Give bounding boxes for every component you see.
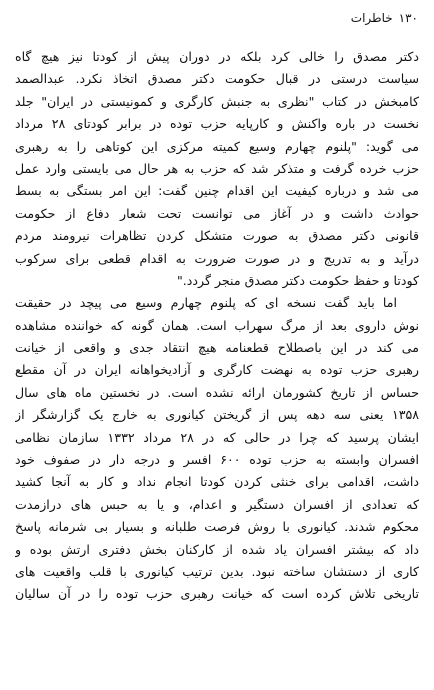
text-line: افسران وابسته به حزب توده ۶۰۰ افسر و درجه دار در صفوف خود (15, 452, 419, 468)
text-line: ایشان پرسید که چرا در حالی که در ۲۸ مرداد ۱۳۳۲ سازمان نظامی (15, 429, 419, 445)
running-head (351, 10, 418, 26)
text-line: که تعدادی از افسران دستگیر و اعدام، و یا به حبس های درازمدت (15, 496, 419, 512)
text-line: رهبری حزب توده به نهضت کارگری و آزادیخواهانه ایران در آن مقطع (15, 362, 419, 378)
text-line: حزب خرده گرفت و متذکر شد که حزب به هر حال می بایستی وارد عمل (15, 160, 419, 176)
text-line: کاری از دستشان ساخته نبود. بدین ترتیب کیانوری با قلب واقعیت های (15, 563, 419, 579)
body-text (15, 46, 419, 606)
text-line: تاریخی تلاش کرده است که خیانت رهبری حزب توده را در آن سالیان (15, 586, 419, 602)
text-line: ۱۳۵۸ یعنی سه دهه پس از گریختن کیانوری به خارج یک گزارشگر از (15, 407, 419, 423)
text-line: محکوم شدند. کیانوری با روش فرصت طلبانه و بسیار بی شرمانه پاسخ (15, 519, 419, 535)
text-line: درآید و به تدریج و در صورت ضرورت به اقدام قطعی برای سرکوب (15, 250, 419, 266)
text-line: حساس از تاریخ کشورمان ارائه نشده است. در نخستین ماه های سال (15, 384, 419, 400)
running-title: خاطرات (350, 11, 393, 25)
text-line: دکتر مصدق را خالی کرد بلکه در دوران پیش از کودتا نیز هیچ گاه (15, 49, 419, 64)
text-line: اما باید گفت نسخه ای که پلنوم چهارم وسیع می پیچد در حقیقت (15, 295, 397, 311)
text-line: کودتا و حفظ حکومت دکتر مصدق منجر گردد." (176, 272, 419, 288)
page-number: ۱۳۰ (398, 11, 418, 25)
text-line: کامبخش در کتاب "نظری به جنبش کارگری و کمونیستی در ایران" جلد (15, 93, 419, 109)
text-line: می شد و درباره کیفیت این اقدام چنین گفت: این امر بستگی به بسط (15, 183, 419, 199)
text-line: می گوید: "پلنوم چهارم وسیع کمیته مرکزی این کوتاهی را به رهبری (15, 138, 419, 154)
text-line: نخست در باره واکنش و کارپایه حزب توده در برابر کودتای ۲۸ مرداد (15, 116, 419, 132)
text-line: قانونی دکتر مصدق به صورت متشکل کردن تظاهرات نیرومند مردم (15, 228, 419, 244)
text-line: می کند در این باصطلاح قطعنامه هیچ انتقاد جدی و واقعی از خیانت (15, 340, 419, 356)
text-line: داشت، اقدامی برای خنثی کردن کودتا انجام نداد و کار به آنجا کشید (15, 474, 419, 490)
text-line: داد که بیشتر افسران یاد شده از کارکنان بخش دفتری ارتش بوده و (15, 541, 419, 557)
text-line: نوش داروی بعد از مرگ سهراب است. همان گونه که خواننده مشاهده (15, 317, 419, 333)
text-line: حوادث داشت و در آغاز می توانست تحت شعار دفاع از حکومت (15, 205, 419, 221)
text-line: سیاست درستی در قبال حکومت دکتر مصدق اتخاذ نکرد. عبدالصمد (15, 71, 419, 87)
